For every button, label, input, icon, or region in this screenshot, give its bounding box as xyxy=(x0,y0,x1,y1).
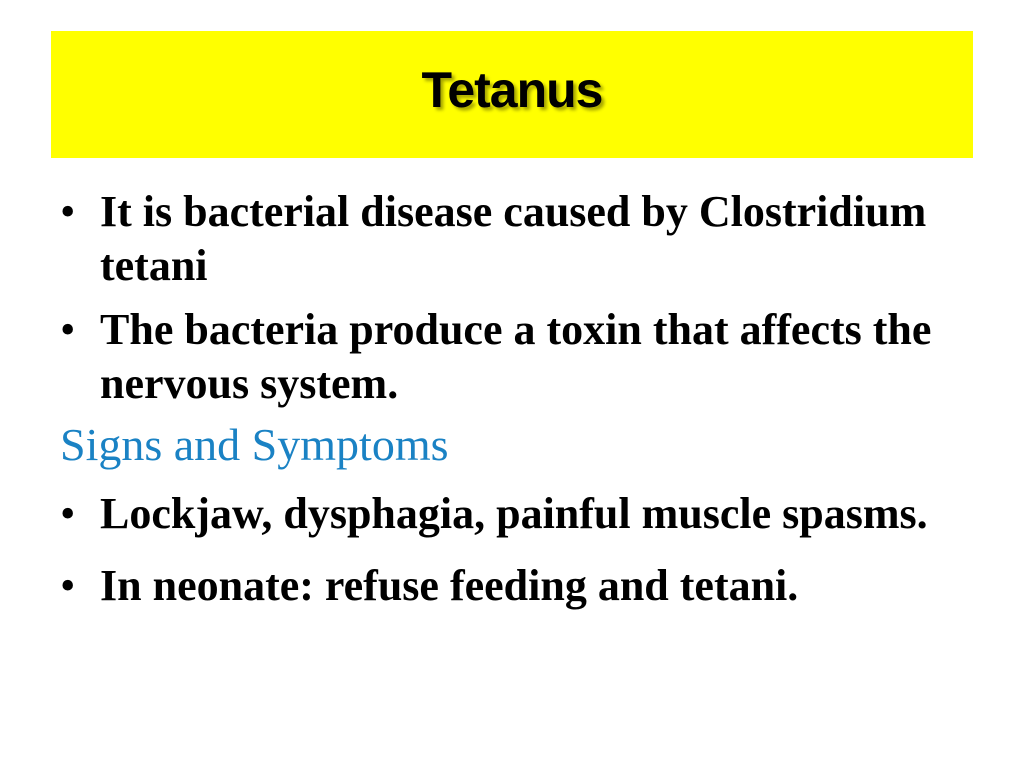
bullet-icon: • xyxy=(60,561,76,610)
bullet-item xyxy=(60,483,980,545)
bullet-text: It is bacterial disease caused by Clostridium tetani xyxy=(100,187,927,290)
bullet-icon: • xyxy=(60,187,76,236)
bullet-text: In neonate: refuse feeding and tetani. xyxy=(100,561,799,610)
bullet-icon: • xyxy=(60,489,76,538)
bullet-item xyxy=(60,559,980,613)
bullet-text: The bacteria produce a toxin that affects the nervous system. xyxy=(100,305,932,408)
slide-content xyxy=(60,185,980,613)
bullet-text: Lockjaw, dysphagia, painful muscle spasms. xyxy=(100,489,928,538)
bullet-item xyxy=(60,185,980,293)
bullet-icon: • xyxy=(60,305,76,354)
slide-title: Tetanus xyxy=(421,61,603,118)
bullet-item xyxy=(60,303,980,411)
title-bar xyxy=(51,31,973,158)
section-heading: Signs and Symptoms xyxy=(60,419,449,470)
